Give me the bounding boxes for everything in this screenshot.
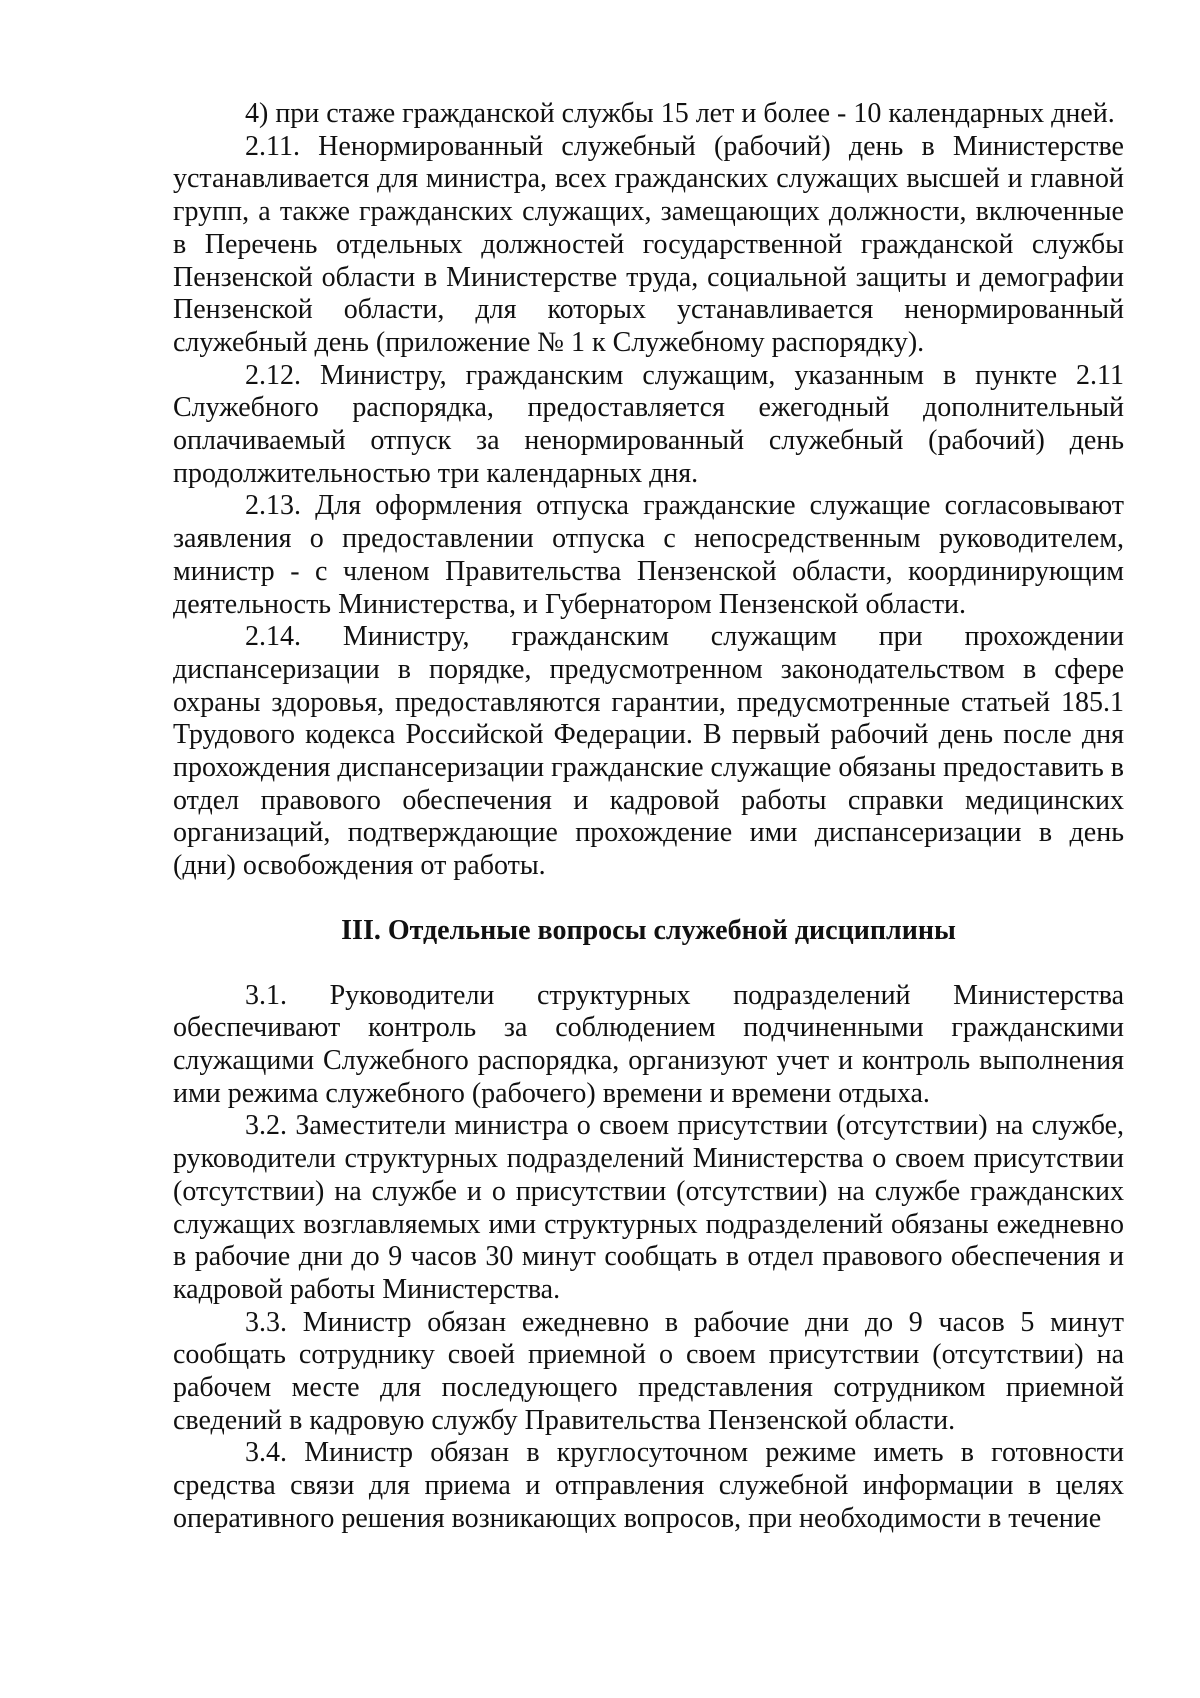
paragraph-3-2: 3.2. Заместители министра о своем присутствии (отсутствии) на службе, руководители структурных подразделений Министерства о своем присутствии (отсутствии) на службе и о присутствии (отсутствии) на службе гражданских служащих возглавляемых ими структурных подразделений обязаны ежедневно в рабочие дни до 9 часов 30 минут сообщать в отдел правового обеспечения и кадровой работы Министерства. — [173, 1110, 1124, 1305]
paragraph-2-13: 2.13. Для оформления отпуска гражданские служащие согласовывают заявления о предоставлении отпуска с непосредственным руководителем, министр - с членом Правительства Пензенской области, координирующим деятельность Министерства, и Губернатором Пензенской области. — [173, 490, 1124, 620]
document-page — [173, 98, 1124, 1536]
paragraph-2-12: 2.12. Министру, гражданским служащим, указанным в пункте 2.11 Служебного распорядка, предоставляется ежегодный дополнительный оплачиваемый отпуск за ненормированный служебный (рабочий) день продолжительностью три календарных дня. — [173, 359, 1124, 489]
section-heading-iii: III. Отдельные вопросы служебной дисциплины — [341, 914, 956, 946]
paragraph-2-14: 2.14. Министру, гражданским служащим при прохождении диспансеризации в порядке, предусмотренном законодательством в сфере охраны здоровья, предоставляются гарантии, предусмотренные статьей 185.1 Трудового кодекса Российской Федерации. В первый рабочий день после дня прохождения диспансеризации гражданские служащие обязаны предоставить в отдел правового обеспечения и кадровой работы справки медицинских организаций, подтверждающие прохождение ими диспансеризации в день (дни) освобождения от работы. — [173, 621, 1124, 882]
paragraph-2-11: 2.11. Ненормированный служебный (рабочий) день в Министерстве устанавливается для министра, всех гражданских служащих высшей и главной групп, а также гражданских служащих, замещающих должности, включенные в Перечень отдельных должностей государственной гражданской службы Пензенской области в Министерстве труда, социальной защиты и демографии Пензенской области, для которых устанавливается ненормированный служебный день (приложение № 1 к Служебному распорядку). — [173, 130, 1124, 358]
paragraph-3-3: 3.3. Министр обязан ежедневно в рабочие дни до 9 часов 5 минут сообщать сотруднику своей приемной о своем присутствии (отсутствии) на рабочем месте для последующего представления сотрудником приемной сведений в кадровую службу Правительства Пензенской области. — [173, 1306, 1124, 1436]
paragraph-item-4: 4) при стаже гражданской службы 15 лет и более - 10 календарных дней. — [245, 98, 1115, 129]
paragraph-3-4: 3.4. Министр обязан в круглосуточном режиме иметь в готовности средства связи для приема и отправления служебной информации в целях оперативного решения возникающих вопросов, при необходимости в течение — [173, 1437, 1124, 1534]
paragraph-3-1: 3.1. Руководители структурных подразделений Министерства обеспечивают контроль за соблюдением подчиненными гражданскими служащими Служебного распорядка, организуют учет и контроль выполнения ими режима служебного (рабочего) времени и времени отдыха. — [173, 979, 1124, 1109]
